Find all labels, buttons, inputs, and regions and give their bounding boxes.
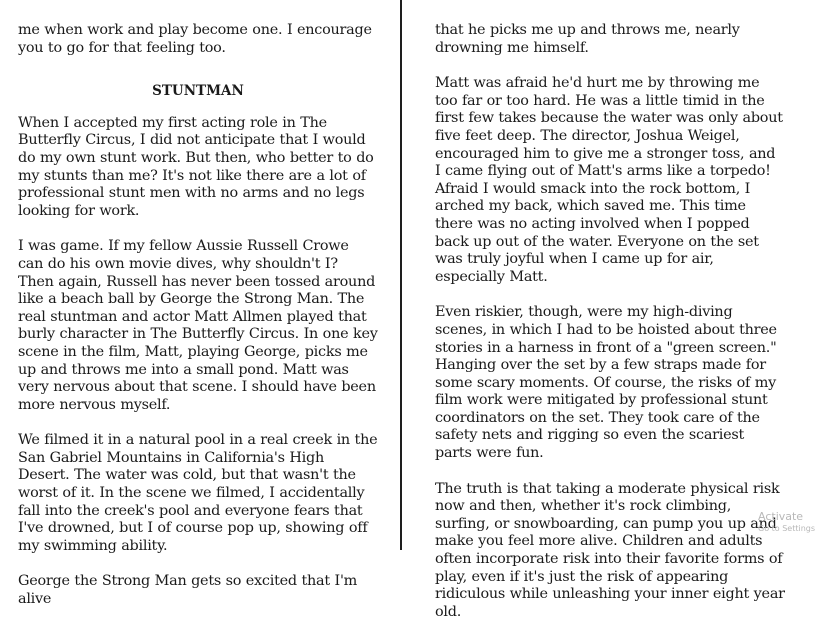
right-paragraph-2: Matt was afraid he'd hurt me by throwing me too far or too hard. He was a little timid in the first few takes because the water was only about five feet deep. The director, Joshua Weigel, encouraged him to give me a stronger toss, and I came flying out of Matt's arms like a torpedo! Afraid I would smack into the rock bottom, I arched my back, which saved me. This time there was no acting involved when I popped back up out of the water. Everyone on the set was truly joyful when I came up for air, especially Matt. [435, 75, 783, 285]
left-paragraph-4: George the Strong Man gets so excited that I'm alive [18, 573, 358, 608]
section-heading: STUNTMAN [152, 83, 244, 100]
activation-watermark-subtitle: Go to Settings [758, 524, 815, 533]
right-paragraph-1: that he picks me up and throws me, nearly drowning me himself. [435, 22, 740, 56]
left-paragraph-3: We filmed it in a natural pool in a real creek in the San Gabriel Mountains in California's High Desert. The water was cold, but that wasn't the worst of it. In the scene we filmed, I accidentally fall into the creek's pool and everyone fears that I've drowned, but I of course pop up, showing off my swimming ability. [18, 432, 378, 554]
activation-watermark [758, 510, 815, 534]
left-paragraph-continued: me when work and play become one. I encourage you to go for that feeling too. [18, 22, 372, 56]
left-page-text [18, 22, 378, 627]
right-page [402, 0, 815, 620]
left-paragraph-2: I was game. If my fellow Aussie Russell Crowe can do his own movie dives, why shouldn't I? Then again, Russell has never been tossed around like a beach ball by George the Strong Man. The real stuntman and actor Matt Allmen played that burly character in The Butterfly Circus. In one key scene in the film, Matt, playing George, picks me up and throws me into a small pond. Matt was very nervous about that scene. I should have been more nervous myself. [18, 238, 378, 413]
right-paragraph-4: The truth is that taking a moderate physical risk now and then, whether it's rock climbing, surfing, or snowboarding, can pump you up and make you feel more alive. Children and adults often incorporate risk into their favorite forms of play, even if it's just the risk of appearing ridiculous while unleashing your inner eight year old. [435, 480, 785, 620]
left-paragraph-1: When I accepted my first acting role in The Butterfly Circus, I did not anticipate that I would do my own stunt work. But then, who better to do my stunts than me? It's not like there are a lot of professional stunt men with no arms and no legs looking for work. [18, 114, 374, 219]
right-paragraph-3: Even riskier, though, were my high-diving scenes, in which I had to be hoisted about three stories in a harness in front of a "green screen." Hanging over the set by a few straps made for some scary moments. Of course, the risks of my film work were mitigated by professional stunt coordinators on the set. They took care of the safety nets and rigging so even the scariest parts were fun. [435, 304, 777, 462]
right-page-text [435, 22, 785, 639]
left-page [0, 0, 400, 608]
activation-watermark-title: Activate [758, 510, 804, 523]
